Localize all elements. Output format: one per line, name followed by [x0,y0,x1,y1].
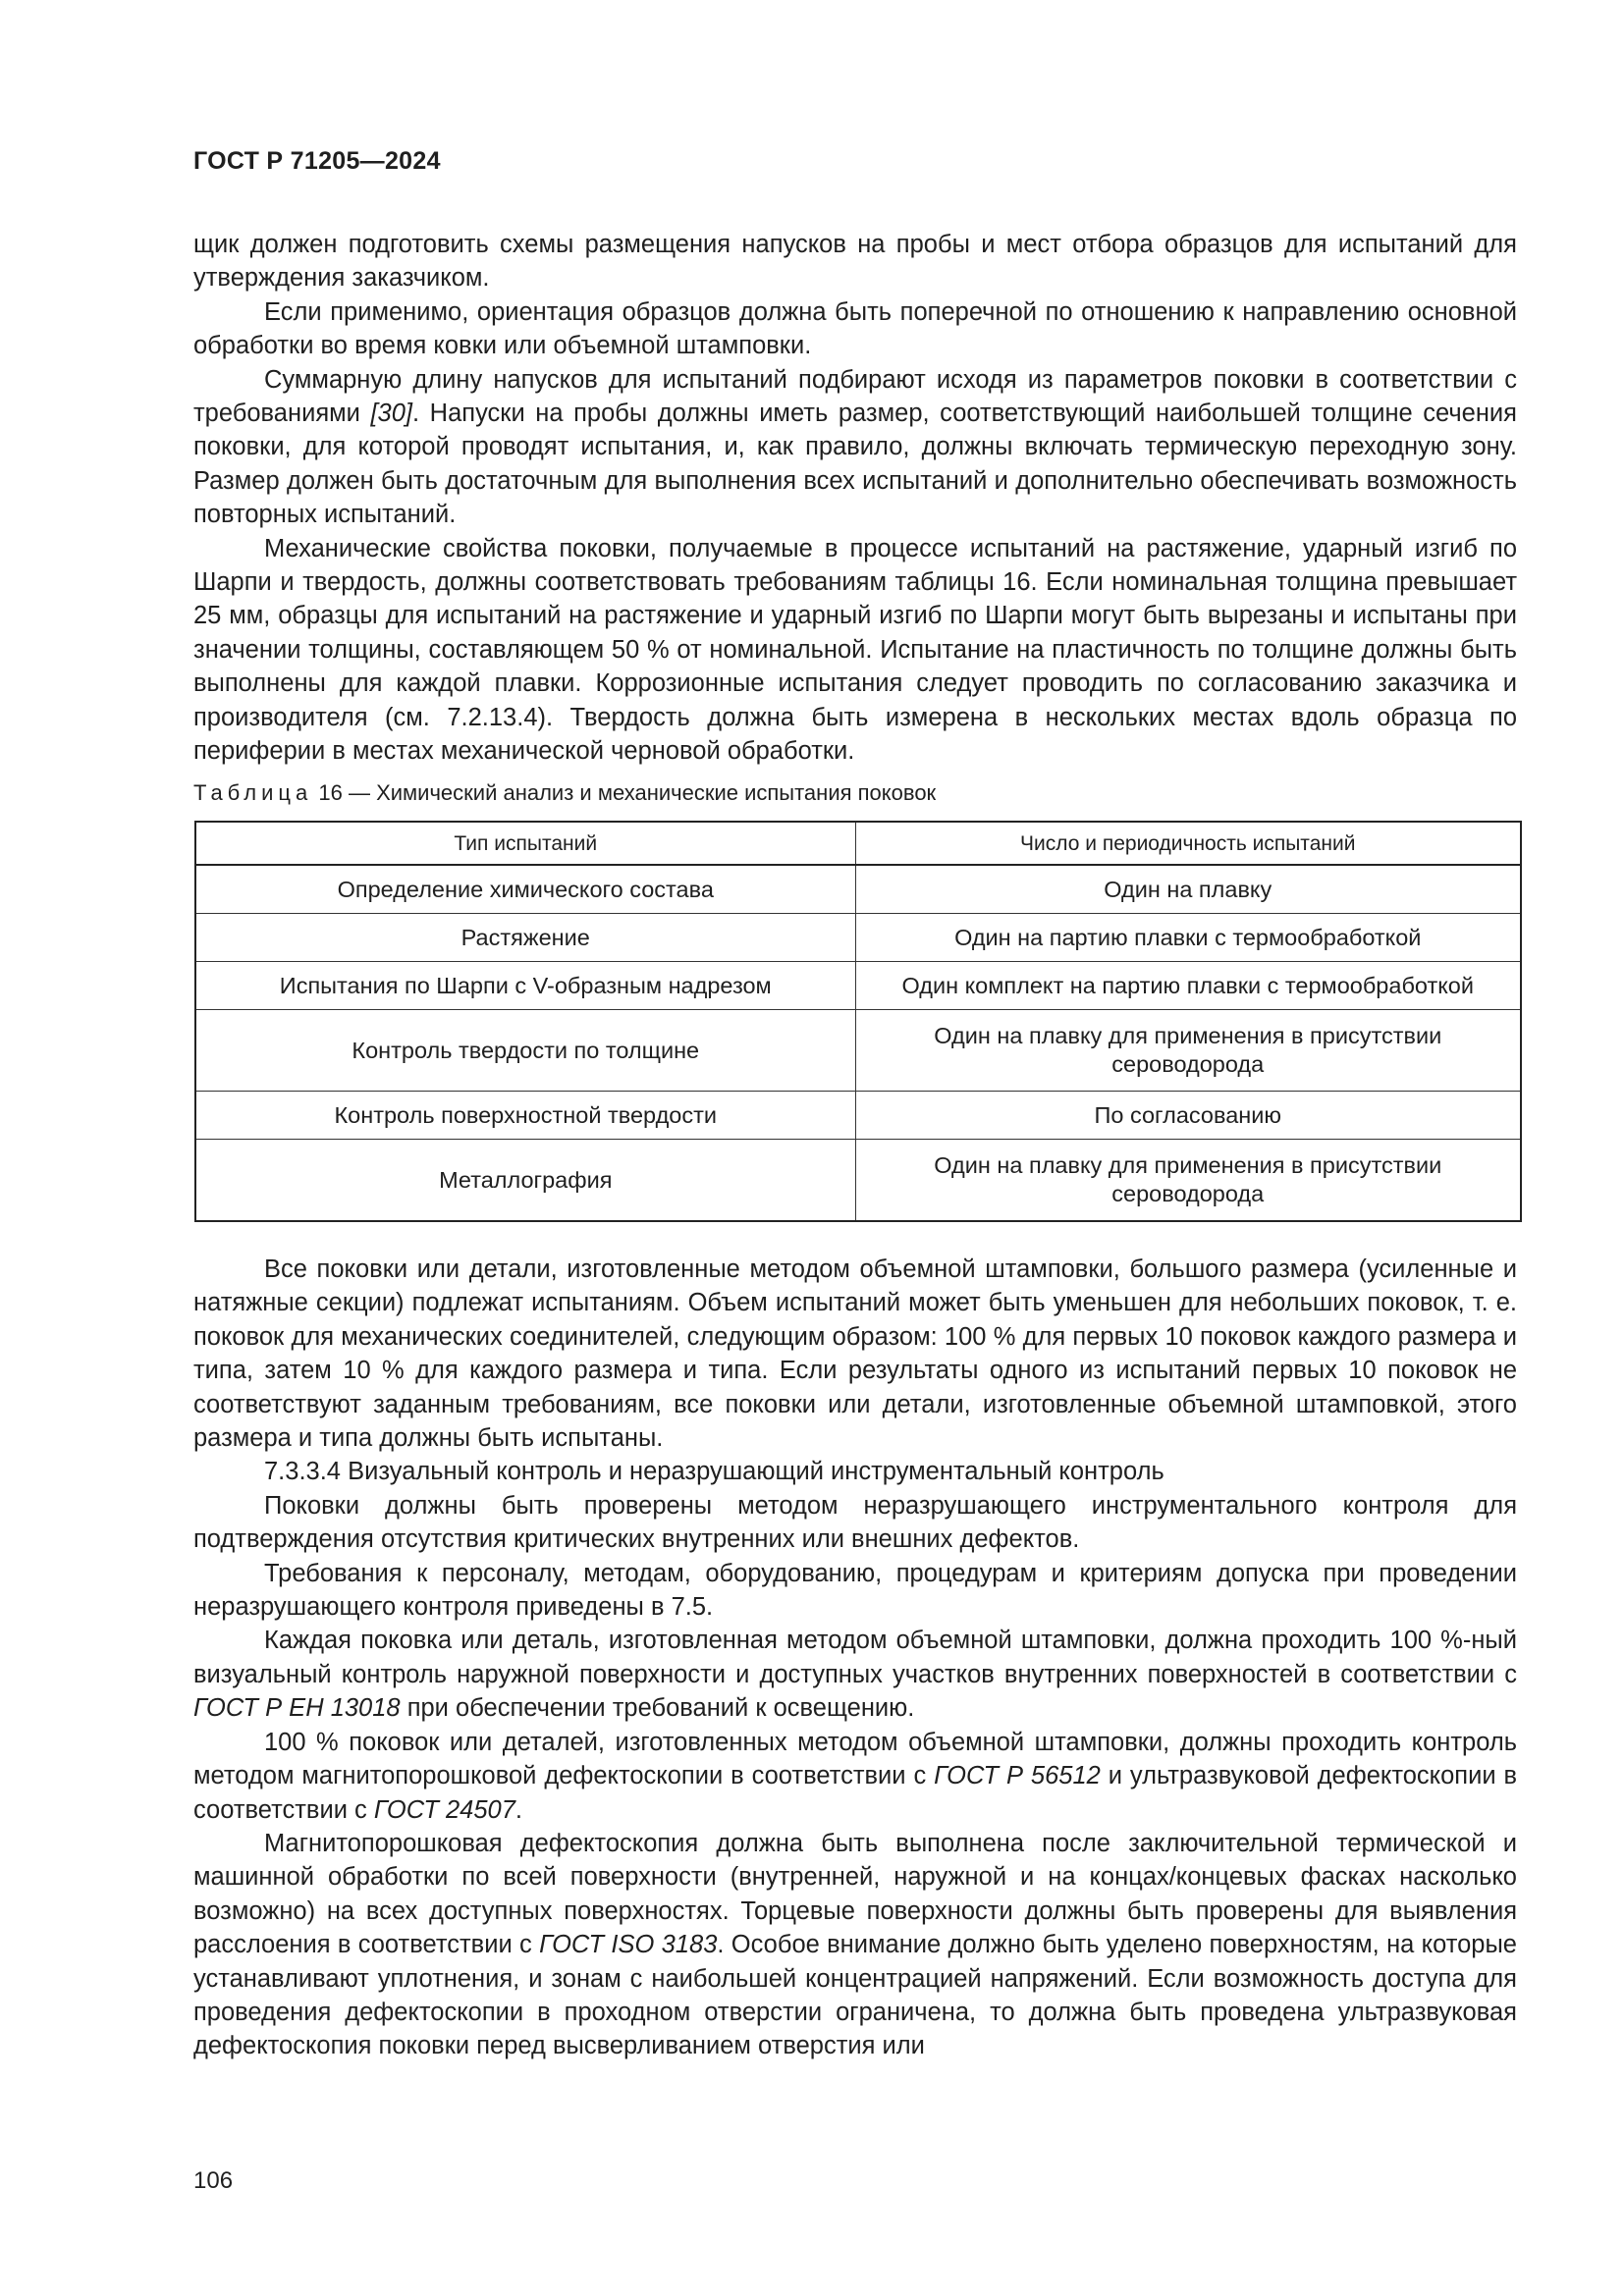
standard-reference: ГОСТ Р 56512 [934,1762,1101,1790]
table-caption-word: Таблица [193,780,313,805]
paragraph-text: . [514,1795,522,1824]
document-designation: ГОСТ Р 71205—2024 [193,147,441,175]
table-cell: Контроль поверхностной твердости [195,1092,855,1140]
bibliography-reference: [30] [370,400,413,428]
text-block-upper [193,228,1517,769]
paragraph: Поковки должны быть проверены методом неразрушающего инструментального контроля для подтверждения отсутствия критических внутренних или внешних дефектов. [193,1491,1517,1554]
paragraph: Требования к персоналу, методам, оборудованию, процедурам и критериям допуска при проведении неразрушающего контроля приведены в 7.5. [193,1559,1517,1622]
paragraph: Механические свойства поковки, получаемые в процессе испытаний на растяжение, ударный изгиб по Шарпи и твердость, должны соответствовать требованиям таблицы 16. Если номинальная толщина превышает 25 мм, образцы для испытаний на растяжение и ударный изгиб по Шарпи могут быть вырезаны и испытаны при значении толщины, составляющем 50 % от номинальной. Испытание на пластичность по толщине должны быть выполнены для каждой плавки. Коррозионные испытания следует проводить по согласованию заказчика и производителя (см. 7.2.13.4). Твердость должна быть измерена в нескольких местах вдоль образца по периферии в местах механической черновой обработки. [193,534,1517,766]
table-cell: Растяжение [195,914,855,962]
table-row [195,865,1521,914]
standard-reference: ГОСТ 24507 [373,1795,515,1824]
table-cell: Один комплект на партию плавки с термообработкой [855,962,1521,1010]
table-row [195,1010,1521,1092]
paragraph-text: 100 % поковок или деталей, изготовленных методом объемной штамповки, должны проходить контроль методом магнитопорошковой дефектоскопии в соответствии с [193,1728,1517,1790]
standard-reference: ГОСТ ISO 3183 [539,1931,718,1959]
page-number: 106 [193,2167,234,2194]
paragraph: Все поковки или детали, изготовленные методом объемной штамповки, большого размера (усиленные и натяжные секции) подлежат испытаниям. Объем испытаний может быть уменьшен для небольших поковок, т. е. поковок для механических соединителей, следующим образом: 100 % для первых 10 поковок каждого размера и типа, затем 10 % для каждого размера и типа. Если результаты одного из испытаний первых 10 поковок не соответствуют заданным требованиям, все поковки или детали, изготовленные объемной штамповкой, этого размера и типа должны быть испытаны. [193,1255,1517,1453]
paragraph-text: Суммарную длину напусков для испытаний подбирают исходя из параметров поковки в соответствии с требованиями [193,365,1517,428]
column-header: Тип испытаний [195,822,855,865]
table-row [195,1140,1521,1222]
paragraph: щик должен подготовить схемы размещения напусков на пробы и мест отбора образцов для испытаний для утверждения заказчиком. [193,231,1517,293]
paragraph [193,1827,1517,2063]
table-header-row [195,822,1521,865]
text-block-lower [193,1253,1517,2063]
paragraph: Если применимо, ориентация образцов должна быть поперечной по отношению к направлению основной обработки во время ковки или объемной штамповки. [193,297,1517,360]
paragraph [193,1624,1517,1725]
table-row [195,962,1521,1010]
paragraph-text: Магнитопорошковая дефектоскопия должна быть выполнена после заключительной термической и машинной обработки по всей поверхности (внутренней, наружной и на концах/концевых фасках насколько возможно) на всех доступных поверхностях. Торцевые поверхности должны быть проверены для выявления расслоения в соответствии с [193,1829,1517,1959]
table-cell: Испытания по Шарпи с V-образным надрезом [195,962,855,1010]
paragraph [193,363,1517,532]
paragraph-text: при обеспечении требований к освещению. [400,1694,915,1723]
standard-reference: ГОСТ Р ЕН 13018 [193,1694,401,1723]
table-cell: Металлография [195,1140,855,1222]
column-header: Число и периодичность испытаний [855,822,1521,865]
table-caption-title: 16 — Химический анализ и механические испытания поковок [318,780,937,805]
paragraph [193,1726,1517,1827]
table-cell: Один на партию плавки с термообработкой [855,914,1521,962]
table-caption [193,780,936,806]
table-cell: Контроль твердости по толщине [195,1010,855,1092]
table-cell: Один на плавку [855,865,1521,914]
paragraph-text: и ультразвуковой дефектоскопии в соответствии с [193,1762,1518,1824]
table-row [195,914,1521,962]
table-cell: Один на плавку для применения в присутствии сероводорода [855,1010,1521,1092]
table-row [195,1092,1521,1140]
section-heading: 7.3.3.4 Визуальный контроль и неразрушающий инструментальный контроль [264,1458,1164,1486]
paragraph-text: . Особое внимание должно быть уделено поверхностям, на которые устанавливают уплотнения, и зонам с наибольшей концентрацией напряжений. Если возможность доступа для проведения дефектоскопии в проходном отверстии ограничена, то должна быть проведена ультразвуковая дефектоскопия поковки перед высверливанием отверстия или [193,1931,1517,2060]
table-cell: Один на плавку для применения в присутствии сероводорода [855,1140,1521,1222]
table-cell: По согласованию [855,1092,1521,1140]
paragraph-text: Каждая поковка или деталь, изготовленная методом объемной штамповки, должна проходить 100 %-ный визуальный контроль наружной поверхности и доступных участков внутренних поверхностей в соответствии с [193,1627,1517,1688]
paragraph-text: . Напуски на пробы должны иметь размер, соответствующий наибольшей толщине сечения поковки, для которой проводят испытания, и, как правило, должны включать термическую переходную зону. Размер должен быть достаточным для выполнения всех испытаний и дополнительно обеспечивать возможность повторных испытаний. [193,400,1517,529]
table-cell: Определение химического состава [195,865,855,914]
tests-table [194,821,1522,1222]
